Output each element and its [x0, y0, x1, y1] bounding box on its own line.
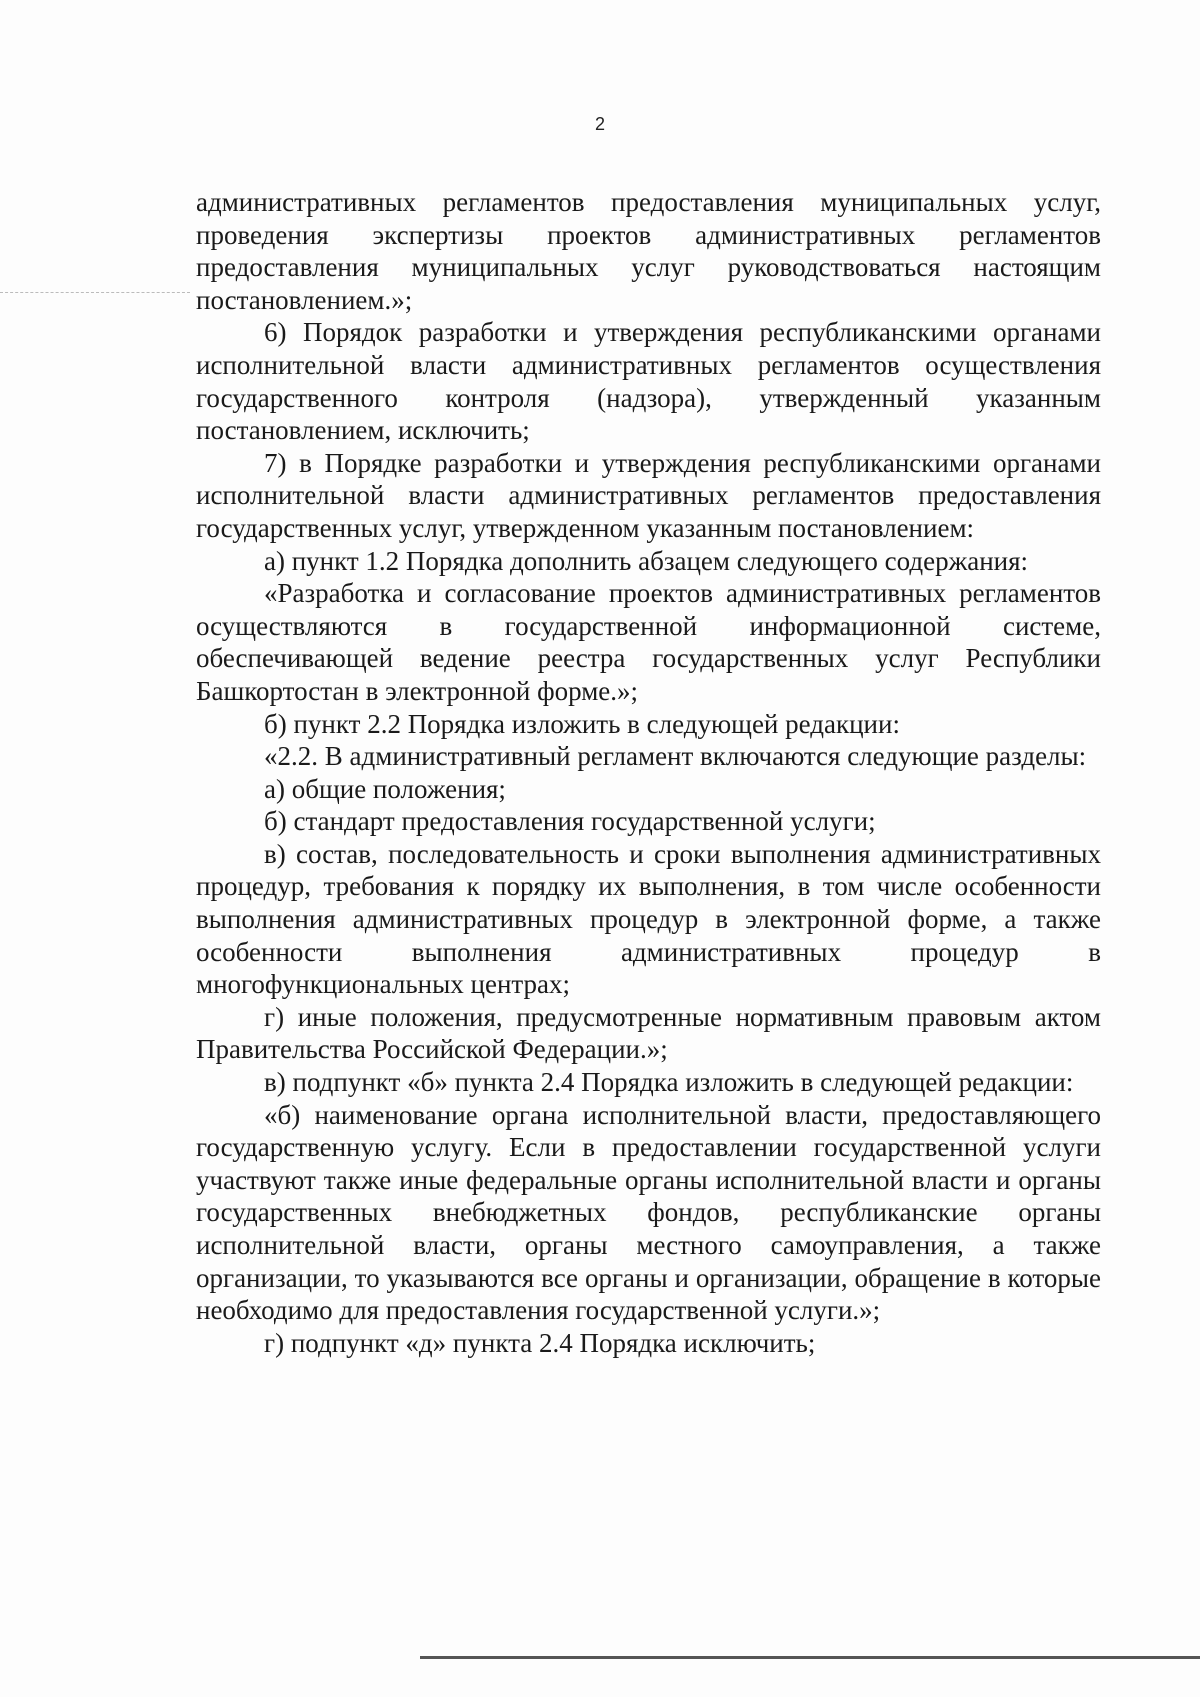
list-item: в) состав, последовательность и сроки выполнения административных процедур, требования к порядку их выполнения, в том числе особенности выполнения административных процедур в электронной форме, а также особенности выполнения административных процедур в многофункциональных центрах; [196, 838, 1101, 1000]
list-item: б) стандарт предоставления государственной услуги; [264, 806, 876, 837]
quoted-paragraph: «Разработка и согласование проектов административных регламентов осуществляются в государственной информационной системе, обеспечивающей ведение реестра государственных услуг Республики Башкортостан в электронной форме.»; [196, 578, 1101, 706]
paragraph-item-7: 7) в Порядке разработки и утверждения республиканскими органами исполнительной власти административных регламентов предоставления государственных услуг, утвержденном указанным постановлением: [196, 447, 1101, 543]
document-body [196, 186, 1101, 1359]
subitem-a: а) пункт 1.2 Порядка дополнить абзацем следующего содержания: [264, 545, 1029, 576]
page-number: 2 [594, 114, 605, 134]
subitem-b: б) пункт 2.2 Порядка изложить в следующей редакции: [264, 708, 900, 739]
scan-artifact-line [0, 292, 190, 293]
list-item: а) общие положения; [264, 773, 506, 804]
scan-artifact-line [420, 1656, 1200, 1659]
paragraph-continuation: административных регламентов предоставления муниципальных услуг, проведения экспертизы проектов административных регламентов предоставления муниципальных услуг руководствоваться настоящим постановлением.»; [196, 187, 1101, 315]
subitem-g: г) подпункт «д» пункта 2.4 Порядка исключить; [264, 1327, 816, 1358]
list-item: г) иные положения, предусмотренные нормативным правовым актом Правительства Российской Федерации.»; [196, 1001, 1101, 1065]
paragraph-item-6: 6) Порядок разработки и утверждения республиканскими органами исполнительной власти административных регламентов осуществления государственного контроля (надзора), утвержденный указанным постановлением, исключить; [196, 317, 1101, 446]
quoted-subitem-b: «б) наименование органа исполнительной власти, предоставляющего государственную услугу. Если в предоставлении государственной услуги участвуют также иные федеральные органы исполнительной власти и органы государственных внебюджетных фондов, республиканские органы исполнительной власти, органы местного самоуправления, а также организации, то указываются все органы и организации, обращение в которые необходимо для предоставления государственной услуги.»; [196, 1099, 1101, 1326]
subitem-v: в) подпункт «б» пункта 2.4 Порядка изложить в следующей редакции: [264, 1067, 1074, 1098]
quoted-clause-2-2: «2.2. В административный регламент включаются следующие разделы: [264, 741, 1087, 772]
